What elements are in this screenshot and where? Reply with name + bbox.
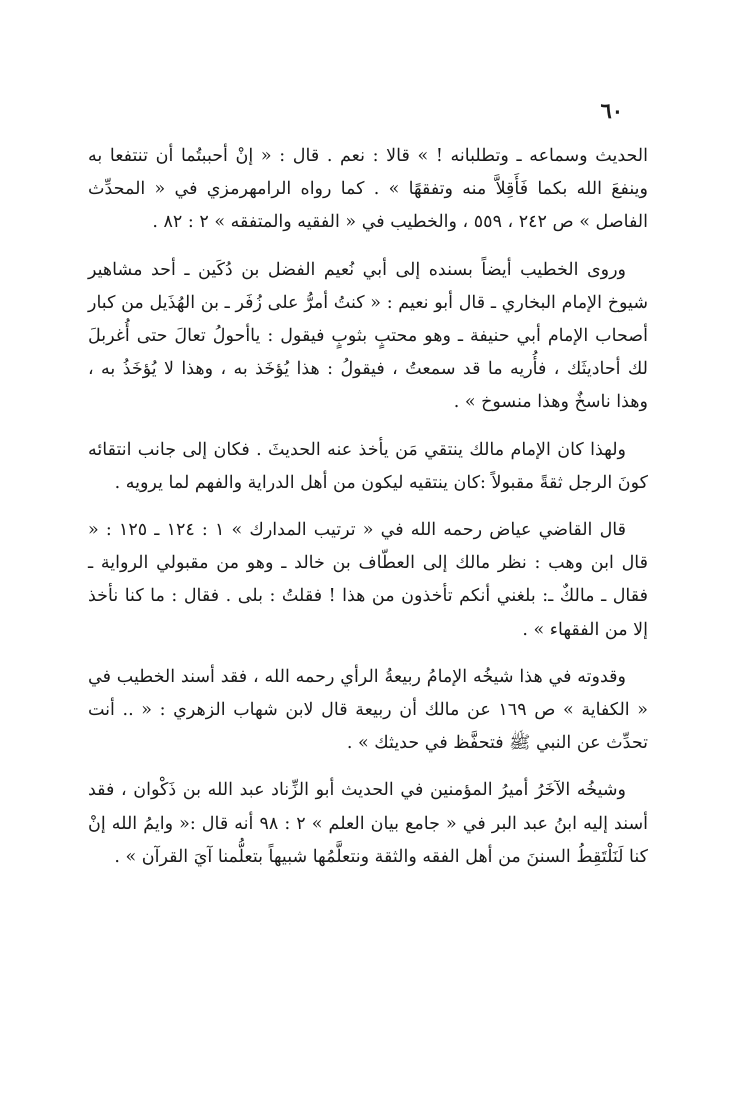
paragraph-2: وروى الخطيب أيضاً بسنده إلى أبي نُعيم الفضل بن دُكَين ـ أحد مشاهير شيوخ الإمام البخاري ـ قال أبو نعيم : « كنتُ أمرُّ على زُفَر ـ بن الهُذَيل من كبار أصحاب الإمام أبي حنيفة ـ وهو محتبٍ بثوبٍ فيقول : ياأحولُ تعالَ حتى أُغربلَ لك أحاديثَك ، فأُريه ما قد سمعتُ ، فيقولُ : هذا يُؤخَذ به ، وهذا لا يُؤخَذُ به ، وهذا ناسخٌ وهذا منسوخ » .	[88, 259, 648, 413]
paragraph-5: وقدوته في هذا شيخُه الإمامُ ربيعةُ الرأي رحمه الله ، فقد أسند الخطيب في « الكفاية » ص ١٦٩ عن مالك أن ربيعة قال لابن شهاب الزهري : « .. أنت تحدِّث عن النبي ﷺ فتحفَّظ في حديثك » .	[88, 666, 648, 754]
paragraph-4: قال القاضي عياض رحمه الله في « ترتيب المدارك » ١ : ١٢٤ ـ ١٢٥ : « قال ابن وهب : نظر مالك إلى العطّاف بن خالد ـ وهو من مقبولي الرواية ـ فقال ـ مالكٌ ـ: بلغني أنكم تأخذون من هذا ! فقلتُ : بلى . فقال : ما كنا نأخذ إلا من الفقهاء » .	[88, 520, 648, 640]
body-text	[88, 140, 648, 888]
paragraph-3: ولهذا كان الإمام مالك ينتقي مَن يأخذ عنه الحديثَ . فكان إلى جانب انتقائه كونَ الرجل ثقةً مقبولاً :كان ينتقيه ليكون من أهل الدراية والفهم لما يرويه .	[88, 439, 648, 493]
paragraph-1: الحديث وسماعه ـ وتطلبانه ! » قالا : نعم . قال : « إنْ أحببتُما أن تنتفعا به وينفعَ الله بكما فَأَقِلاَّ منه وتفقهًا » . كما رواه الرامهرمزي في « المحدِّث الفاصل » ص ٢٤٢ ، ٥٥٩ ، والخطيب في « الفقيه والمتفقه » ٢ : ٨٢ .	[88, 146, 648, 233]
paragraph-6: وشيخُه الآخَرُ أميرُ المؤمنين في الحديث أبو الزِّناد عبد الله بن ذَكْوان ، فقد أسند إليه ابنُ عبد البر في « جامع بيان العلم » ٢ : ٩٨ أنه قال :« وايمُ الله إنْ كنا لَنَلْتَقِطُ السننَ من أهل الفقه والثقة ونتعلَّمُها شبيهاً بتعلُّمنا آيَ القرآن » .	[88, 780, 648, 867]
page-number: ٦٠	[600, 98, 623, 123]
